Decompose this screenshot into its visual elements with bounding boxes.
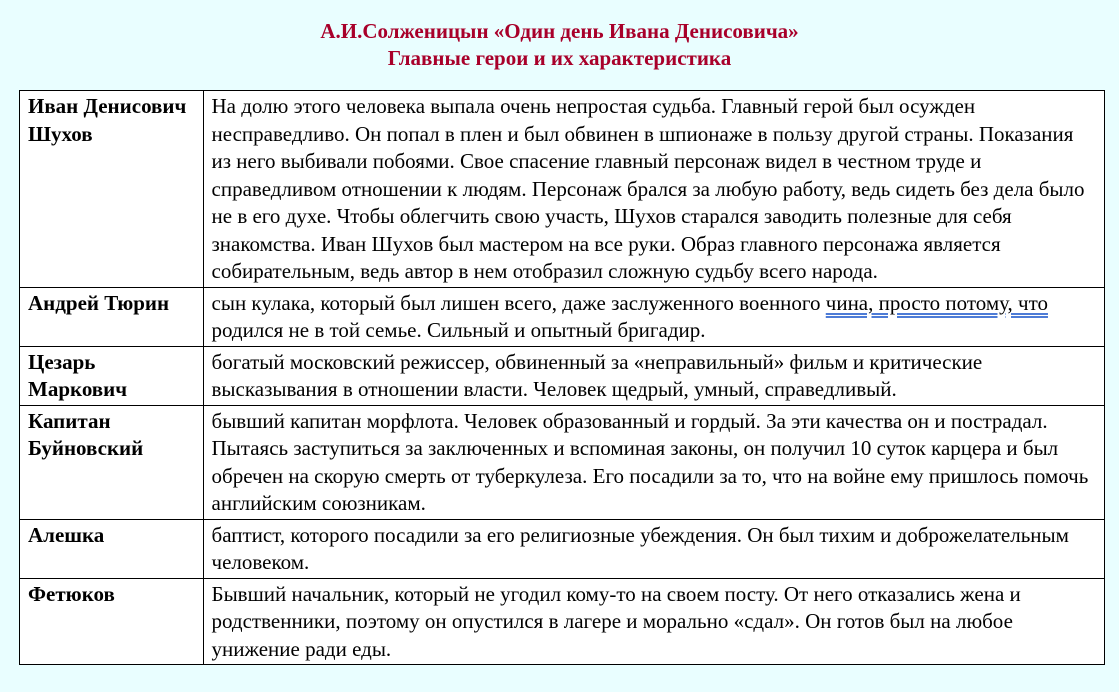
character-name: Цезарь Маркович [20, 346, 204, 405]
character-name: Иван Денисович Шухов [20, 91, 204, 288]
spellcheck-marked-text[interactable]: чина, просто потому, что [825, 290, 1048, 315]
character-description: Бывший начальник, который не угодил кому-то на своем посту. От него отказались жена и родственники, поэтому он опустился в лагере и морально «сдал». Он готов был на любое унижение ради еды. [203, 578, 1104, 665]
title-line-1: А.И.Солженицын «Один день Ивана Денисовича» [320, 19, 799, 43]
character-description [203, 287, 1104, 346]
table-row [20, 346, 1105, 405]
character-description: На долю этого человека выпала очень непростая судьба. Главный герой был осужден несправедливо. Он попал в плен и был обвинен в шпионаже в пользу другой страны. Показания из него выбивали побоями. Свое спасение главный персонаж видел в честном труде и справедливом отношении к людям. Персонаж брался за любую работу, ведь сидеть без дела было не в его духе. Чтобы облегчить свою участь, Шухов старался заводить полезные для себя знакомства. Иван Шухов был мастером на все руки. Образ главного персонажа является собирательным, ведь автор в нем отобразил сложную судьбу всего народа. [203, 91, 1104, 288]
table-row [20, 578, 1105, 665]
character-name: Андрей Тюрин [20, 287, 204, 346]
character-description: богатый московский режиссер, обвиненный за «неправильный» фильм и критические высказывания в отношении власти. Человек щедрый, умный, справедливый. [203, 346, 1104, 405]
table-row [20, 519, 1105, 578]
description-text: родился не в той семье. Сильный и опытный бригадир. [211, 318, 706, 342]
character-name: Алешка [20, 519, 204, 578]
table-row [20, 405, 1105, 519]
title-line-2: Главные герои и их характеристика [387, 46, 732, 70]
document-title [0, 18, 1119, 72]
characters-table [19, 90, 1105, 665]
character-description: бывший капитан морфлота. Человек образованный и гордый. За эти качества он и пострадал. Пытаясь заступиться за заключенных и вспоминая законы, он получил 10 суток карцера и был обречен на скорую смерть от туберкулеза. Его посадили за то, что на войне ему пришлось помочь английским союзникам. [203, 405, 1104, 519]
character-name: Капитан Буйновский [20, 405, 204, 519]
character-name: Фетюков [20, 578, 204, 665]
character-description: баптист, которого посадили за его религиозные убеждения. Он был тихим и доброжелательным человеком. [203, 519, 1104, 578]
description-text: сын кулака, который был лишен всего, даже заслуженного военного [211, 290, 826, 315]
table-row [20, 287, 1105, 346]
table-row [20, 91, 1105, 288]
